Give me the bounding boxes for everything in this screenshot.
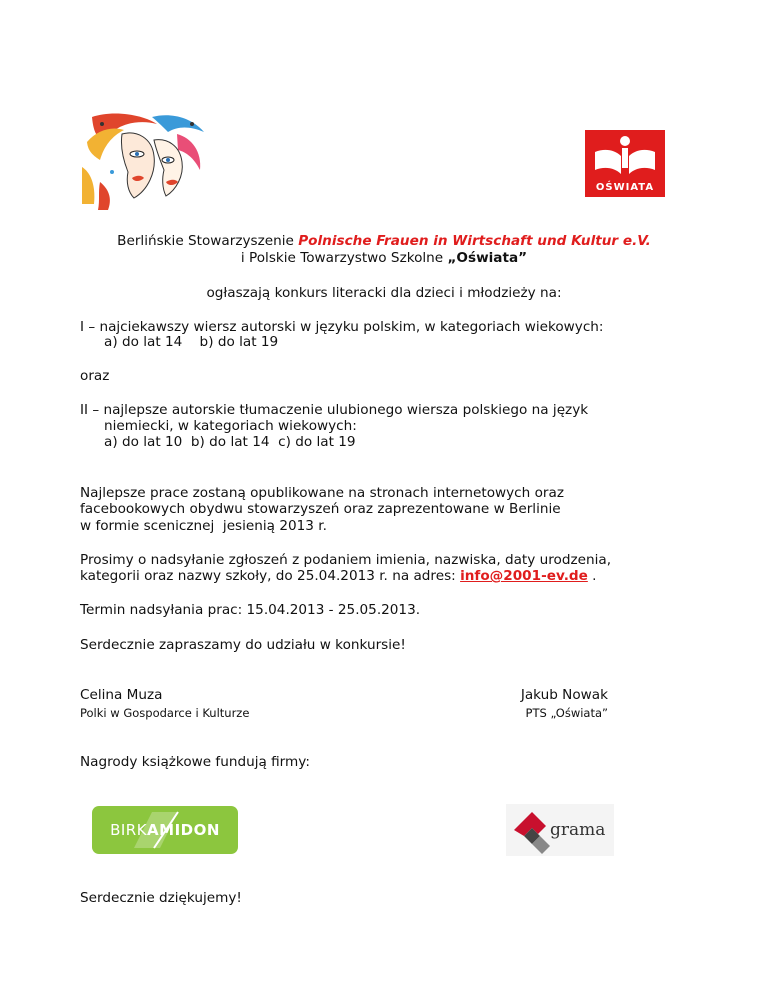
- signature-right-name: Jakub Nowak: [520, 687, 608, 703]
- deadline-text: Termin nadsyłania prac: 15.04.2013 - 25.05.2013.: [80, 602, 421, 618]
- email-link[interactable]: info@2001-ev.de: [460, 568, 588, 584]
- publication-line2: facebookowych obydwu stowarzyszeń oraz zaprezentowane w Berlinie: [80, 501, 561, 517]
- header-line-2: [0, 249, 768, 267]
- header-prefix-2: i Polskie Towarzystwo Szkolne: [240, 250, 444, 266]
- invite-text: Serdecznie zapraszamy do udziału w konkursie!: [80, 637, 406, 653]
- birkamidon-logo: [92, 806, 238, 854]
- faces-artwork-logo: [82, 112, 212, 212]
- submission-line2: [80, 567, 596, 585]
- category2-line3: a) do lat 10 b) do lat 14 c) do lat 19: [104, 434, 356, 450]
- signature-right-org: PTS „Oświata”: [525, 706, 608, 720]
- oraz-text: oraz: [80, 368, 110, 384]
- sponsors-intro: Nagrody książkowe fundują firmy:: [80, 754, 310, 770]
- thanks-text: Serdecznie dziękujemy!: [80, 890, 242, 906]
- grama-text: grama: [550, 820, 606, 840]
- submission-line1: Prosimy o nadsyłanie zgłoszeń z podaniem imienia, nazwiska, daty urodzenia,: [80, 552, 612, 568]
- signature-left-name: Celina Muza: [80, 687, 163, 703]
- submission-suffix: .: [592, 568, 597, 584]
- publication-line3: w formie scenicznej jesienią 2013 r.: [80, 518, 327, 534]
- submission-prefix: kategorii oraz nazwy szkoły, do 25.04.2013 r. na adres:: [80, 568, 456, 584]
- birkamidon-text: [92, 821, 238, 839]
- header-org-2: „Oświata”: [447, 250, 528, 266]
- category1-line2: a) do lat 14 b) do lat 19: [104, 334, 279, 350]
- oswiata-logo-text: OŚWIATA: [595, 182, 655, 193]
- signature-left-org: Polki w Gospodarce i Kulturze: [80, 706, 250, 720]
- birkamidon-text-part2: AMIDON: [147, 821, 220, 839]
- category1-line1: I – najciekawszy wiersz autorski w języku polskim, w kategoriach wiekowych:: [80, 319, 604, 335]
- oswiata-logo: [585, 130, 665, 197]
- header-line-1: [0, 232, 768, 250]
- category2-line2: niemiecki, w kategoriach wiekowych:: [104, 418, 357, 434]
- header-prefix-1: Berlińskie Stowarzyszenie: [117, 233, 294, 249]
- open-book-icon: [585, 130, 665, 182]
- publication-line1: Najlepsze prace zostaną opublikowane na stronach internetowych oraz: [80, 485, 564, 501]
- header-org-1: Polnische Frauen in Wirtschaft und Kultur e.V.: [298, 233, 651, 249]
- announcement: ogłaszają konkurs literacki dla dzieci i młodzieży na:: [206, 285, 562, 301]
- birkamidon-text-part1: BIRK: [110, 821, 148, 839]
- category2-line1: II – najlepsze autorskie tłumaczenie ulubionego wiersza polskiego na język: [80, 402, 589, 418]
- grama-logo: [506, 804, 614, 856]
